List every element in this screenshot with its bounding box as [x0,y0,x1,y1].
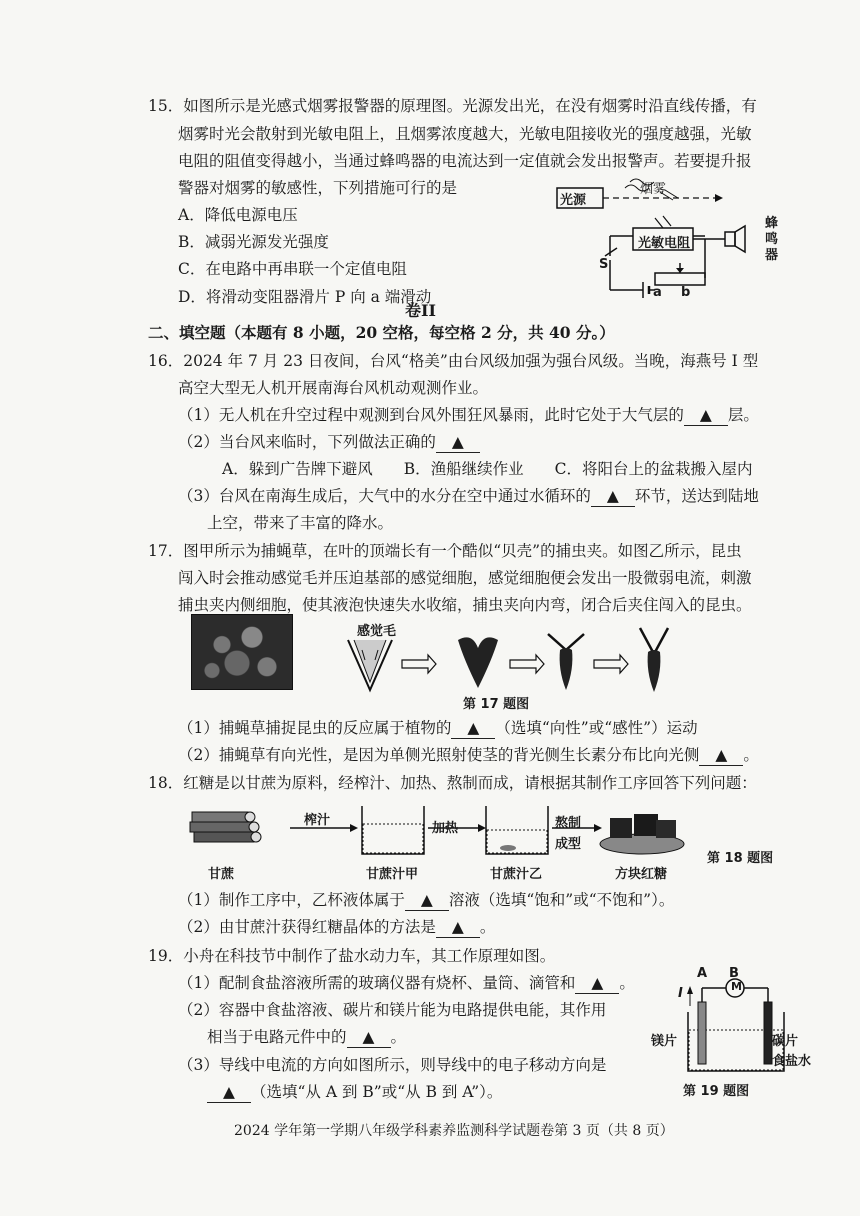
q19-part2-line2: 相当于电路元件中的 ▲ 。 [207,1028,407,1046]
terminal-a-label: A [697,966,708,981]
answer-blank[interactable]: ▲ [699,745,743,766]
sugarcane-label: 甘蔗 [208,867,235,882]
q17-part1: （1）捕蝇草捕捉昆虫的反应属于植物的 ▲ （选填“向性”或“感性”）运动 [178,719,698,737]
step-juicing-label: 榨汁 [304,813,331,828]
carbon-strip-label: 碳片 [772,1034,799,1049]
q19-part1: （1）配制食盐溶液所需的玻璃仪器有烧杯、量筒、滴管和 ▲ 。 [178,974,635,992]
rheostat-a-label: a [653,285,662,300]
rheostat-b-label: b [681,285,691,300]
q15-option-b: B．减弱光源发光强度 [178,233,329,251]
q15-option-a: A．降低电源电压 [178,206,298,224]
q17-line3: 捕虫夹内侧细胞，使其液泡快速失水收缩，捕虫夹向内弯，闭合后夹住闯入的昆虫。 [178,596,752,614]
terminal-b-label: B [729,966,739,981]
q16-part3-line2: 上空，带来了丰富的降水。 [207,514,394,532]
volume-two-title: 卷II [405,301,436,320]
q16-options: A．躲到广告牌下避风 B．渔船继续作业 C．将阳台上的盆栽搬入屋内 [222,460,753,478]
q19-figure-caption: 第 19 题图 [683,1084,750,1099]
q15-option-d: D．将滑动变阻器滑片 P 向 a 端滑动 [178,288,432,306]
fill-in-section-heading: 二、填空题（本题有 8 小题，20 空格，每空格 2 分，共 40 分。） [148,323,615,342]
q19-part3-line2: ▲ （选填“从 A 到 B”或“从 B 到 A”）。 [207,1082,502,1103]
q19-part3: （3）导线中电流的方向如图所示，则导线中的电子移动方向是 [178,1056,607,1074]
q17-line1: 17．图甲所示为捕蝇草，在叶的顶端长有一个酷似“贝壳”的捕虫夹。如图乙所示，昆虫 [148,542,742,560]
answer-blank[interactable]: ▲ [451,718,495,739]
q16-part3: （3）台风在南海生成后，大气中的水分在空中通过水循环的 ▲ 环节，送达到陆地 [178,487,759,505]
step-heating-label: 加热 [432,821,459,836]
switch-label: S [599,257,609,272]
q17-part2: （2）捕蝇草有向光性，是因为单侧光照射使茎的背光侧生长素分布比向光侧 ▲ 。 [178,746,759,764]
step-molding-label: 成型 [555,837,582,852]
step-boiling-label: 熬制 [555,816,582,831]
q15-line4: 警器对烟雾的敏感性，下列措施可行的是 [178,179,458,197]
q15-line3: 电阻的阻值变得越小，当通过蜂鸣器的电流达到一定值就会发出报警声。若要提升报 [178,152,752,170]
q16-line1: 16．2024 年 7 月 23 日夜间，台风“格美”由台风级加强为强台风级。当晚，海燕号 I 型 [148,352,759,370]
q16-line2: 高空大型无人机开展南海台风机动观测作业。 [178,379,489,397]
buzzer-label: 蜂鸣器 [765,216,779,263]
answer-blank[interactable]: ▲ [575,973,619,994]
page-footer: 2024 学年第一学期八年级学科素养监测科学试题卷第 3 页（共 8 页） [234,1123,674,1139]
answer-blank[interactable]: ▲ [591,486,635,507]
q19-line1: 19．小舟在科技节中制作了盐水动力车，其工作原理如图。 [148,947,556,965]
q17-figure-caption: 第 17 题图 [463,697,530,712]
q15-line1: 15．如图所示是光感式烟雾报警器的原理图。光源发出光，在没有烟雾时沿直线传播，有 [148,97,757,115]
q18-line1: 18．红糖是以甘蔗为原料，经榨汁、加热、熬制而成，请根据其制作工序回答下列问题： [148,774,757,792]
q19-part2: （2）容器中食盐溶液、碳片和镁片能为电路提供电能，其作用 [178,1001,607,1019]
venus-flytrap-photo [191,614,293,690]
juice-b-label: 甘蔗汁乙 [490,867,543,882]
answer-blank[interactable]: ▲ [207,1082,251,1103]
q17-line2: 闯入时会推动感觉毛并压迫基部的感觉细胞，感觉细胞便会发出一股微弱电流，刺激 [178,569,752,587]
photoresistor-label: 光敏电阻 [638,236,691,251]
answer-blank[interactable]: ▲ [684,405,728,426]
answer-blank[interactable]: ▲ [347,1027,391,1048]
magnesium-strip-label: 镁片 [651,1034,678,1049]
salt-water-label: 食盐水 [772,1054,812,1069]
answer-blank[interactable]: ▲ [436,432,480,453]
smoke-label: 烟雾 [640,182,667,197]
sugarcane-icon [190,812,261,842]
q16-part2: （2）当台风来临时，下列做法正确的 ▲ [178,432,480,453]
q18-part1: （1）制作工序中，乙杯液体属于 ▲ 溶液（选填“饱和”或“不饱和”）。 [178,891,675,909]
brown-sugar-label: 方块红糖 [615,867,668,882]
q16-part1: （1）无人机在升空过程中观测到台风外围狂风暴雨，此时它处于大气层的 ▲ 层。 [178,406,759,424]
current-label: I [678,986,683,1001]
q15-line2: 烟雾时光会散射到光敏电阻上，且烟雾浓度越大，光敏电阻接收光的强度越强，光敏 [178,125,752,143]
juice-a-label: 甘蔗汁甲 [366,867,419,882]
answer-blank[interactable]: ▲ [436,917,480,938]
q18-figure-caption: 第 18 题图 [707,851,774,866]
q18-part2: （2）由甘蔗汁获得红糖晶体的方法是 ▲ 。 [178,918,496,936]
q15-option-c: C．在电路中再串联一个定值电阻 [178,260,407,278]
sensory-hair-label: 感觉毛 [357,624,397,639]
answer-blank[interactable]: ▲ [405,890,449,911]
light-source-label: 光源 [560,193,587,208]
motor-label: M [731,980,742,993]
